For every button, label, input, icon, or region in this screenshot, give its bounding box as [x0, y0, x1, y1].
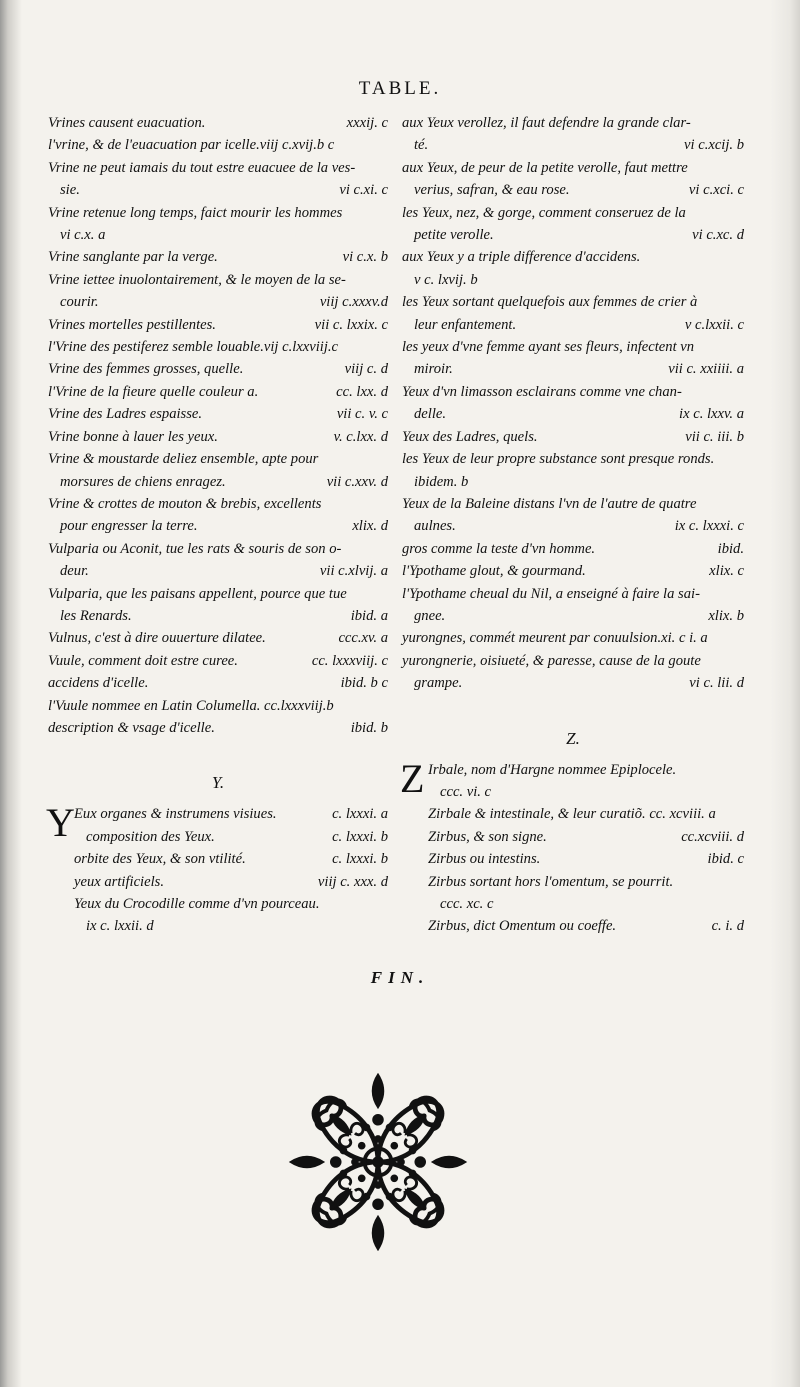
entry-reference: vi c.xci. c — [688, 182, 744, 199]
entry-text: les Renards. — [60, 607, 132, 624]
entry-reference: vi c.xcij. b — [684, 137, 744, 154]
entry-text: Vrines causent euacuation. — [48, 115, 206, 131]
entry-reference: ibid. c — [707, 851, 744, 868]
entry-line — [48, 448, 388, 470]
entry-line — [48, 358, 388, 380]
entry-line — [74, 893, 388, 915]
index-entry — [48, 403, 388, 425]
entry-reference: ccc.xv. a — [338, 630, 388, 647]
entry-line — [74, 848, 388, 870]
entry-line — [48, 560, 388, 582]
entry-text: Vrine iettee inuolontairement, & le moyen de la se- — [48, 271, 346, 288]
index-entry — [402, 426, 744, 448]
entry-line — [48, 246, 388, 268]
entries-z — [400, 755, 744, 938]
index-entry — [48, 381, 388, 403]
index-entry — [402, 381, 744, 426]
entry-reference: c. lxxxi. b — [332, 828, 388, 845]
entry-text: Zirbus, dict Omentum ou coeffe. — [428, 918, 617, 935]
index-entry — [402, 583, 744, 628]
index-entry — [402, 112, 744, 157]
index-entry — [48, 650, 388, 672]
entry-text: Vrine & moustarde deliez ensemble, apte pour — [48, 451, 319, 468]
entry-line — [428, 915, 744, 937]
entry-text: Zirbus ou intestins. — [428, 851, 541, 868]
entry-text: morsures de chiens enragez. — [60, 473, 226, 490]
index-entry — [48, 269, 388, 314]
entry-text: les yeux d'vne femme ayant ses fleurs, infectent vn — [402, 339, 695, 356]
entry-reference: xxxij. c — [346, 115, 388, 131]
index-entry — [48, 202, 388, 247]
floral-fleuron-icon — [282, 1066, 474, 1258]
entry-line — [48, 583, 388, 605]
entry-text: ix c. lxxii. d — [86, 918, 154, 935]
entries-y-continued — [402, 112, 744, 695]
index-entry — [48, 157, 388, 202]
index-entry — [428, 848, 744, 870]
entry-reference: vii c.xxv. d — [326, 473, 388, 490]
index-entry — [428, 915, 744, 937]
index-entry — [48, 134, 388, 156]
entry-line — [48, 179, 388, 201]
entry-text: ccc. xc. c — [440, 896, 494, 912]
entry-text: deur. — [60, 563, 89, 580]
entry-line — [48, 314, 388, 336]
index-entry — [402, 627, 744, 649]
entry-line — [48, 538, 388, 560]
entry-text: accidens d'icelle. — [48, 675, 149, 692]
index-entry — [48, 493, 388, 538]
entry-reference: v. c.lxx. d — [333, 428, 388, 445]
entry-line — [402, 672, 744, 694]
entry-text: aux Yeux verollez, il faut defendre la grande clar- — [402, 115, 691, 131]
entry-reference: c. lxxxi. a — [332, 806, 388, 823]
entry-text: Vrine retenue long temps, faict mourir les hommes — [48, 204, 343, 221]
entry-text: leur enfantement. — [414, 316, 517, 333]
entry-text: l'Vuule nommee en Latin Columella. cc.lxxxviij.b — [48, 697, 334, 714]
entry-line — [428, 871, 744, 893]
entry-text: Zirbale & intestinale, & leur curatiõ. cc. xcviii. a — [428, 806, 716, 823]
entry-line — [48, 224, 388, 246]
entry-text: miroir. — [414, 361, 453, 378]
entry-reference: cc. lxxxviij. c — [311, 652, 388, 669]
entry-line — [48, 157, 388, 179]
right-column — [402, 112, 744, 938]
entry-text: l'Vrine des pestiferez semble louable.vij c.lxxviij.c — [48, 339, 339, 356]
entry-text: gnee. — [414, 607, 446, 624]
entry-line — [402, 179, 744, 201]
entry-text: Eux organes & instrumens visiues. — [74, 806, 277, 823]
entry-text: aux Yeux y a triple difference d'accidens. — [402, 249, 641, 266]
entry-line — [402, 157, 744, 179]
entry-line — [402, 314, 744, 336]
index-entry — [428, 759, 744, 804]
index-entry — [48, 336, 388, 358]
entry-line — [402, 515, 744, 537]
index-entry — [402, 493, 744, 538]
entry-text: Vrine des femmes grosses, quelle. — [48, 361, 244, 378]
entry-reference: vii c. xxiiii. a — [668, 361, 744, 378]
entry-reference: viij c.xxxv.d — [319, 294, 388, 311]
z-section — [400, 755, 744, 938]
entry-line — [48, 695, 388, 717]
entry-line — [48, 471, 388, 493]
entry-line — [402, 493, 744, 515]
entry-text: té. — [414, 137, 429, 154]
entry-line — [428, 759, 744, 781]
entry-text: Vrine ne peut iamais du tout estre euacuee de la ves- — [48, 159, 356, 176]
entry-text: Zirbus sortant hors l'omentum, se pourrit. — [428, 873, 674, 890]
entry-reference: vi c.xc. d — [692, 227, 744, 244]
entry-line — [402, 381, 744, 403]
entry-text: Vulparia, que les paisans appellent, pource que tue — [48, 585, 347, 602]
entry-text: yurongnes, commét meurent par conuulsion.xi. c i. a — [402, 630, 708, 647]
index-entry — [48, 426, 388, 448]
index-entry — [48, 538, 388, 583]
entry-line — [402, 358, 744, 380]
entry-text: aulnes. — [414, 518, 456, 535]
entry-line — [48, 134, 388, 156]
entry-text: Vrine bonne à lauer les yeux. — [48, 428, 218, 445]
entry-line — [48, 717, 388, 739]
index-entry — [48, 358, 388, 380]
entry-line — [402, 269, 744, 291]
entry-text: yeux artificiels. — [74, 873, 164, 890]
entry-reference: xlix. d — [352, 518, 388, 535]
entry-text: Yeux des Ladres, quels. — [402, 428, 538, 445]
entry-text: yurongnerie, oisiueté, & paresse, cause de la goute — [402, 652, 701, 669]
entry-text: sie. — [60, 182, 80, 199]
entry-text: les Yeux, nez, & gorge, comment conseruez de la — [402, 204, 686, 221]
entry-text: composition des Yeux. — [86, 828, 215, 845]
y-section — [46, 800, 388, 937]
entry-line — [402, 560, 744, 582]
entry-line — [402, 538, 744, 560]
index-entry — [428, 826, 744, 848]
entry-reference: vi c.x. b — [342, 249, 388, 266]
page-title: TABLE. — [358, 78, 442, 99]
index-entry — [402, 560, 744, 582]
entry-reference: v c.lxxii. c — [684, 316, 744, 333]
entry-line — [48, 381, 388, 403]
index-entry — [402, 246, 744, 291]
entry-line — [428, 848, 744, 870]
entries-y — [46, 800, 388, 937]
entry-text: Vulnus, c'est à dire ouuerture dilatee. — [48, 630, 266, 647]
entry-reference: vii c. lxxix. c — [314, 316, 388, 333]
entry-text: description & vsage d'icelle. — [48, 719, 215, 736]
index-entry — [48, 448, 388, 493]
index-entry — [402, 650, 744, 695]
entry-text: l'Ypothame cheual du Nil, a enseigné à faire la sai- — [402, 585, 700, 602]
entry-text: Yeux d'vn limasson esclairans comme vne chan- — [402, 383, 682, 400]
entry-text: vi c.x. a — [60, 227, 106, 244]
index-entry — [402, 291, 744, 336]
section-letter-y: Y. — [211, 773, 225, 793]
index-entry — [48, 695, 388, 717]
entry-line — [402, 112, 744, 134]
entry-text: orbite des Yeux, & son vtilité. — [74, 851, 246, 868]
entry-line — [74, 826, 388, 848]
entry-line — [48, 650, 388, 672]
entry-line — [74, 803, 388, 825]
entry-line — [402, 448, 744, 470]
entry-reference: xlix. b — [708, 607, 744, 624]
entry-line — [48, 269, 388, 291]
section-letter-z: Z. — [566, 728, 580, 748]
entry-text: delle. — [414, 406, 447, 423]
entry-line — [48, 112, 388, 134]
entry-line — [428, 781, 744, 803]
entry-reference: c. lxxxi. b — [332, 851, 388, 868]
entry-reference: vii c.xlvij. a — [319, 563, 388, 580]
index-entry — [402, 202, 744, 247]
left-column — [48, 112, 388, 938]
index-entry — [48, 112, 388, 134]
entry-text: Zirbus, & son signe. — [428, 828, 547, 845]
entry-text: v c. lxvij. b — [414, 271, 478, 288]
entry-text: les Yeux sortant quelquefois aux femmes de crier à — [402, 294, 698, 311]
entry-text: petite verolle. — [414, 227, 494, 244]
entry-line — [48, 336, 388, 358]
entry-line — [48, 627, 388, 649]
entry-text: Vrines mortelles pestillentes. — [48, 316, 216, 333]
entry-reference: cc. lxx. d — [336, 383, 388, 400]
entry-line — [402, 426, 744, 448]
index-entry — [402, 538, 744, 560]
entry-reference: viij c. xxx. d — [317, 873, 388, 890]
entry-text: Vulparia ou Aconit, tue les rats & souris de son o- — [48, 540, 342, 557]
entry-reference: ix c. lxxxi. c — [674, 518, 744, 535]
entry-text: l'vrine, & de l'euacuation par icelle.viij c.xvij.b c — [48, 137, 335, 154]
index-entry — [74, 848, 388, 870]
entry-reference: ibid. b — [350, 719, 388, 736]
entry-reference: vi c.xi. c — [339, 182, 388, 199]
entry-line — [48, 515, 388, 537]
entry-reference: vi c. lii. d — [689, 675, 744, 692]
entry-text: courir. — [60, 294, 99, 311]
entry-line — [402, 336, 744, 358]
index-entry — [402, 448, 744, 493]
entry-reference: ix c. lxxv. a — [679, 406, 744, 423]
index-entry — [402, 157, 744, 202]
entry-text: Yeux de la Baleine distans l'vn de l'autre de quatre — [402, 495, 697, 512]
entry-line — [402, 627, 744, 649]
entry-reference: cc.xcviii. d — [681, 828, 744, 845]
entry-text: Vuule, comment doit estre curee. — [48, 652, 238, 669]
entry-reference: c. i. d — [711, 918, 744, 935]
index-entry — [428, 871, 744, 916]
entry-line — [402, 583, 744, 605]
entry-text: l'Vrine de la fieure quelle couleur a. — [48, 383, 259, 400]
entries-v — [48, 112, 388, 739]
index-entry — [48, 627, 388, 649]
entry-text: les Yeux de leur propre substance sont presque ronds. — [402, 451, 715, 468]
entry-text: Vrine des Ladres espaisse. — [48, 406, 203, 423]
entry-text: aux Yeux, de peur de la petite verolle, faut mettre — [402, 159, 688, 176]
entry-line — [402, 246, 744, 268]
index-entry — [74, 893, 388, 938]
entry-text: Vrine & crottes de mouton & brebis, excellents — [48, 495, 322, 512]
entry-text: Vrine sanglante par la verge. — [48, 249, 218, 266]
index-entry — [74, 803, 388, 848]
entry-text: verius, safran, & eau rose. — [414, 182, 570, 199]
entry-line — [428, 826, 744, 848]
fin-mark: FIN. — [370, 968, 430, 987]
entry-reference: ibid. b c — [340, 675, 388, 692]
dropcap-z: Z — [400, 755, 425, 801]
index-entry — [74, 871, 388, 893]
entry-text: ccc. vi. c — [440, 783, 492, 800]
index-entry — [48, 672, 388, 694]
index-entry — [48, 717, 388, 739]
entry-reference: xlix. c — [709, 563, 744, 580]
dropcap-y: Y — [46, 800, 75, 846]
entry-line — [402, 134, 744, 156]
entry-text: Irbale, nom d'Hargne nommee Epiplocele. — [428, 761, 677, 778]
entry-line — [48, 202, 388, 224]
entry-reference: vii c. iii. b — [685, 428, 744, 445]
entry-text: grampe. — [414, 675, 463, 692]
entry-line — [48, 493, 388, 515]
entry-line — [428, 803, 744, 825]
entry-line — [48, 291, 388, 313]
entry-line — [428, 893, 744, 915]
entry-reference: vii c. v. c — [336, 406, 388, 423]
entry-line — [74, 915, 388, 937]
index-entry — [428, 803, 744, 825]
entry-line — [74, 871, 388, 893]
entry-line — [402, 605, 744, 627]
entry-line — [402, 202, 744, 224]
entry-reference: viij c. d — [344, 361, 388, 378]
entry-line — [48, 672, 388, 694]
entry-text: pour engresser la terre. — [60, 518, 198, 535]
entry-line — [402, 471, 744, 493]
entry-line — [402, 403, 744, 425]
index-entry — [48, 314, 388, 336]
index-entry — [402, 336, 744, 381]
entry-text: gros comme la teste d'vn homme. — [402, 540, 596, 557]
entry-text: Yeux du Crocodille comme d'vn pourceau. — [74, 896, 320, 912]
entry-line — [48, 605, 388, 627]
entry-text: l'Ypothame glout, & gourmand. — [402, 563, 586, 580]
index-entry — [48, 246, 388, 268]
entry-text: ibidem. b — [414, 473, 469, 490]
entry-line — [402, 650, 744, 672]
entry-reference: ibid. a — [350, 607, 388, 624]
entry-line — [402, 291, 744, 313]
entry-reference: ibid. — [717, 540, 744, 557]
entry-line — [402, 224, 744, 246]
index-entry — [48, 583, 388, 628]
entry-line — [48, 426, 388, 448]
entry-line — [48, 403, 388, 425]
